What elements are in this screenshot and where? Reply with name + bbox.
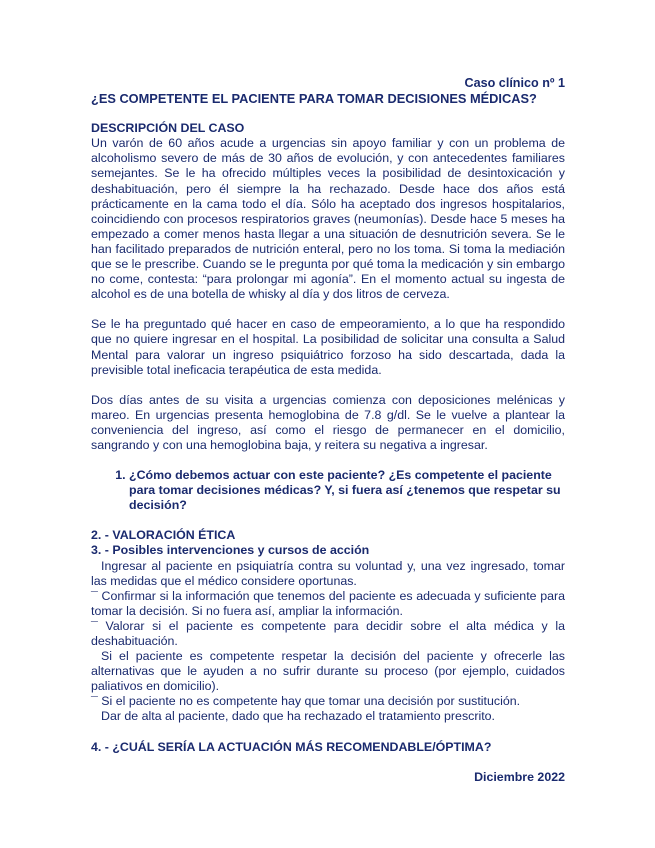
intervention-item: ¯ Si el paciente no es competente hay que tomar una decisión por sustitución. (91, 694, 521, 709)
document-content (91, 76, 565, 785)
description-paragraph-1: Un varón de 60 años acude a urgencias sin apoyo familiar y con un problema de alcoholismo severo de más de 30 años de evolución, y con antecedentes familiares semejantes. Se le ha ofrecido múltiples veces la posibilidad de desintoxicación y deshabituación, pero él siempre la ha rechazado. Desde hace dos años está prácticamente en la cama todo el día. Sólo ha aceptado dos ingresos hospitalarios, coincidiendo con procesos respiratorios graves (neumonías). Desde hace 5 meses ha empezado a comer menos hasta llegar a una situación de desnutrición severa. Se le han facilitado preparados de nutrición enteral, pero no los toma. Si toma la mediación que se le prescribe. Cuando se le pregunta por qué toma la medicación y sin embargo no come, contesta: “para prolongar mi agonía”. En el momento actual su ingesta de alcohol es de una botella de whisky al día y dos litros de cerveza. (91, 136, 565, 302)
question-1: 1. ¿Cómo debemos actuar con este paciente? ¿Es competente el paciente para tomar decisiones médicas? Y, si fuera así ¿tenemos que respetar su decisión? (129, 468, 565, 513)
intervention-text: Ingresar al paciente en psiquiatría contra su voluntad y, una vez ingresado, tomar las medidas que el médico considere oportunas. (91, 558, 565, 588)
description-heading: DESCRIPCIÓN DEL CASO (91, 121, 245, 136)
spacer (91, 513, 565, 528)
spacer (91, 725, 565, 740)
spacer (91, 302, 565, 317)
intervention-text: Dar de alta al paciente, dado que ha rechazado el tratamiento prescrito. (101, 709, 495, 724)
case-number: Caso clínico nº 1 (464, 76, 565, 90)
case-title: ¿ES COMPETENTE EL PACIENTE PARA TOMAR DECISIONES MÉDICAS? (91, 91, 537, 107)
section-3-heading: 3. - Posibles intervenciones y cursos de acción (91, 543, 370, 558)
questions-list (91, 468, 565, 513)
intervention-item: ¯ Valorar si el paciente es competente para decidir sobre el alta médica y la deshabituación. (91, 618, 565, 648)
intervention-item (91, 709, 565, 724)
description-paragraph-3: Dos días antes de su visita a urgencias comienza con deposiciones melénicas y mareo. En urgencias presenta hemoglobina de 7.8 g/dl. Se le vuelve a plantear la conveniencia del ingreso, así como el riesgo de permanecer en el domicilio, sangrando y con una hemoglobina baja, y reitera su negativa a ingresar. (91, 392, 565, 452)
document-date: Diciembre 2022 (474, 769, 565, 784)
spacer (91, 755, 565, 770)
description-paragraph-2: Se le ha preguntado qué hacer en caso de empeoramiento, a lo que ha respondido que no quiere ingresar en el hospital. La posibilidad de solicitar una consulta a Salud Mental para valorar un ingreso psiquiátrico forzoso ha sido descartada, dada la previsible total ineficacia terapéutica de esta medida. (91, 317, 565, 377)
section-2-heading: 2. - VALORACIÓN ÉTICA (91, 528, 236, 543)
spacer (91, 453, 565, 468)
intervention-text: Si el paciente es competente respetar la decisión del paciente y ofrecerle las alternativas que le ayuden a no sufrir durante su proceso (por ejemplo, cuidados paliativos en domicilio). (91, 649, 565, 694)
spacer (91, 378, 565, 393)
intervention-item: ¯ Confirmar si la información que tenemos del paciente es adecuada y suficiente para tomar la decisión. Si no fuera así, ampliar la información. (91, 588, 565, 618)
spacer (91, 106, 565, 121)
intervention-item (91, 649, 565, 694)
section-4-heading: 4. - ¿CUÁL SERÍA LA ACTUACIÓN MÁS RECOMENDABLE/ÓPTIMA? (91, 739, 492, 754)
intervention-item (91, 559, 565, 589)
